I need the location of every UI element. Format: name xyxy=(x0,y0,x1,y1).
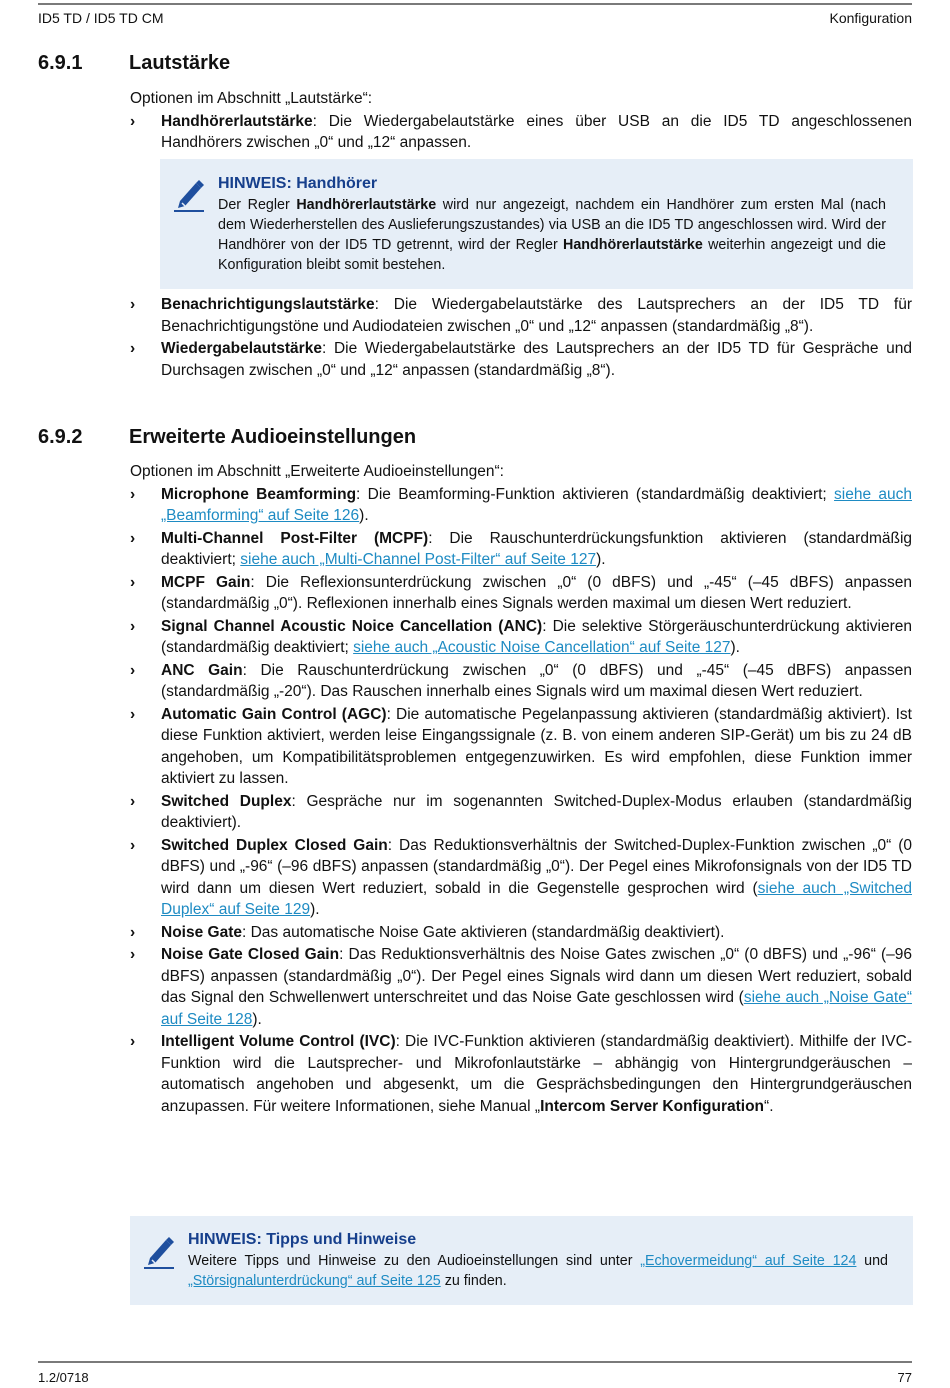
section-heading-audio xyxy=(38,426,638,452)
xref-link[interactable]: siehe auch „Multi-Channel Post-Filter“ auf Seite 127 xyxy=(240,551,597,568)
item-term: Benachrichtigungslautstärke xyxy=(161,296,375,313)
list-item: › Noise Gate: Das automatische Noise Gate aktivieren (standardmäßig deaktiviert). xyxy=(130,922,912,944)
item-text: : Die Wiedergabelautstärke des Lautsprechers an der ID5 TD für Benachrichtigungstöne und Audiodateien zwischen „0“ und „12“ anpassen (standardmäßig „8“). xyxy=(161,296,912,335)
section-title: Erweiterte Audioeinstellungen xyxy=(129,426,417,448)
chevron-right-icon: › xyxy=(130,836,136,854)
list-item xyxy=(130,294,912,337)
list-item: › ANC Gain: Die Rauschunterdrückung zwischen „0“ (0 dBFS) und „-45“ (–45 dBFS) anpassen (standardmäßig „-20“). Das Rauschen innerhalb eines Signals wird um maximal diesen Wert reduziert. xyxy=(130,661,912,700)
list-item xyxy=(130,338,912,381)
chevron-right-icon: › xyxy=(130,529,136,547)
section-number: 6.9.2 xyxy=(38,426,83,448)
note-tipps xyxy=(130,1216,913,1305)
xref-link[interactable]: siehe auch „Beamforming“ auf Seite 126 xyxy=(161,485,912,524)
list-item: › MCPF Gain: Die Reflexionsunterdrückung zwischen „0“ (0 dBFS) und „-45“ (–45 dBFS) anpassen (standardmäßig „0“). Reflexionen innerhalb eines Signals werden maximal um diesen Wert reduziert. xyxy=(130,573,912,612)
note-title: HINWEIS: Tipps und Hinweise xyxy=(188,1231,417,1248)
list-item: › Switched Duplex: Gespräche nur im sogenannten Switched-Duplex-Modus erlauben (standardmäßig deaktiviert). xyxy=(130,792,912,831)
footer-version: 1.2/0718 xyxy=(38,1370,89,1385)
chevron-right-icon: › xyxy=(130,792,136,810)
list-item: › Automatic Gain Control (AGC): Die automatische Pegelanpassung aktivieren (standardmäßig aktiviert). Ist diese Funktion aktiviert, werden leise Eingangssignale (z. B. von einem anderen SIP-Gerät) um bis zu 24 dB angehoben, um Kompatibilitätsproblemen entgegenzuwirken. Es wird empfohlen, diese Funktion immer aktiviert zu lassen. xyxy=(130,705,912,787)
chevron-right-icon: › xyxy=(130,1033,136,1050)
xref-link[interactable]: „Störsignalunterdrückung“ auf Seite 125 xyxy=(188,1273,441,1289)
list-item: › Signal Channel Acoustic Noice Cancellation (ANC): Die selektive Störgeräuschunterdrückung aktivieren (standardmäßig deaktiviert; siehe auch „Acoustic Noise Cancellation“ auf Seite 127). xyxy=(130,617,913,656)
header-rule xyxy=(38,3,912,5)
list-item: › Switched Duplex Closed Gain: Das Reduktionsverhältnis der Switched-Duplex-Funktion zwischen „0“ (0 dBFS) und „-96“ (–96 dBFS) anpassen (standardmäßig „0“). Der Pegel eines Mikrofonsignals von der ID5 TD wird dann um diesen Wert reduziert, sobald in die Gegenstelle gesprochen wird (siehe auch „Switched Duplex“ auf Seite 129). xyxy=(130,836,913,918)
chevron-right-icon: › xyxy=(130,573,136,591)
item-term: Wiedergabelautstärke xyxy=(161,340,322,357)
note-body: Der Regler Handhörerlautstärke wird nur angezeigt, nachdem ein Handhörer zum ersten Mal (nach dem Wiederherstellen des Auslieferungszustandes) via USB an die ID5 TD angeschlossen wird. Wird der Handhörer von der ID5 TD getrennt, wird der Regler Handhörerlautstärke weiterhin angezeigt und die Konfiguration bleibt somit bestehen. xyxy=(218,197,886,273)
chevron-right-icon: › xyxy=(130,340,136,357)
chevron-right-icon: › xyxy=(130,661,136,679)
pencil-icon xyxy=(174,179,204,213)
section1-content-cont xyxy=(130,294,912,382)
xref-link[interactable]: siehe auch „Acoustic Noise Cancellation“ auf Seite 127 xyxy=(353,639,731,656)
section2-content xyxy=(130,461,912,1118)
page-number: 77 xyxy=(897,1370,912,1385)
chevron-right-icon: › xyxy=(130,923,136,941)
list-item: › Microphone Beamforming: Die Beamforming-Funktion aktivieren (standardmäßig deaktiviert; siehe auch „Beamforming“ auf Seite 126). xyxy=(130,485,912,524)
chevron-right-icon: › xyxy=(130,946,136,963)
chevron-right-icon: › xyxy=(130,112,136,130)
list-item: › Noise Gate Closed Gain: Das Reduktionsverhältnis des Noise Gates zwischen „0“ (0 dBFS) und „-96“ (–96 dBFS) anpassen (standardmäßig „0“). Der Pegel eines Signals wird dann um diesen Wert reduziert, sobald das Signal den Schwellenwert unterschreitet und das Noise Gate geschlossen wird (siehe auch „Noise Gate“ auf Seite 128). xyxy=(130,946,912,1028)
note-title: HINWEIS: Handhörer xyxy=(218,175,378,192)
section-heading-lautstaerke xyxy=(38,52,438,78)
item-term: Handhörerlautstärke xyxy=(161,112,313,130)
section2-intro: Optionen im Abschnitt „Erweiterte Audioeinstellungen“: xyxy=(130,463,504,480)
header-chapter: Konfiguration xyxy=(829,10,912,26)
list-item: › Multi-Channel Post-Filter (MCPF): Die Rauschunterdrückungsfunktion aktivieren (standardmäßig deaktiviert; siehe auch „Multi-Channel Post-Filter“ auf Seite 127). xyxy=(130,529,913,568)
section1-content xyxy=(130,88,912,155)
list-item xyxy=(130,111,912,154)
section1-intro: Optionen im Abschnitt „Lautstärke“: xyxy=(130,90,373,107)
xref-link[interactable]: siehe auch „Switched Duplex“ auf Seite 129 xyxy=(161,879,912,918)
header-product: ID5 TD / ID5 TD CM xyxy=(38,10,164,26)
chevron-right-icon: › xyxy=(130,296,136,313)
xref-link[interactable]: „Echovermeidung“ auf Seite 124 xyxy=(640,1253,857,1269)
item-text: : Die Wiedergabelautstärke eines über USB an die ID5 TD angeschlossenen Handhörers zwischen „0“ und „12“ anpassen. xyxy=(161,112,912,151)
section-number: 6.9.1 xyxy=(38,52,83,74)
chevron-right-icon: › xyxy=(130,485,136,503)
list-item: › Intelligent Volume Control (IVC): Die IVC-Funktion aktivieren (standardmäßig deaktiviert). Mithilfe der IVC-Funktion wird die Lautsprecher- und Mikrofonlautstärke – abhängig von Hintergrundgeräuschen – automatisch angehoben und abgesenkt, um die Gesprächsbedingungen den Hintergrundgeräuschen anzupassen. Für weitere Informationen, siehe Manual „Intercom Server Konfiguration“. xyxy=(130,1033,912,1115)
footer-rule xyxy=(38,1361,912,1363)
pencil-icon xyxy=(144,1236,174,1270)
xref-link[interactable]: siehe auch „Noise Gate“ auf Seite 128 xyxy=(161,989,912,1028)
chevron-right-icon: › xyxy=(130,705,136,723)
item-text: : Die Wiedergabelautstärke des Lautsprechers an der ID5 TD für Gespräche und Durchsagen zwischen „0“ und „12“ anpassen (standardmäßig „8“). xyxy=(161,340,912,379)
note-handhoerer xyxy=(160,159,913,289)
section-title: Lautstärke xyxy=(129,52,231,74)
note-body: Weitere Tipps und Hinweise zu den Audioeinstellungen sind unter „Echovermeidung“ auf Seite 124 und „Störsignalunterdrückung“ auf Seite 125 zu finden. xyxy=(188,1253,888,1289)
chevron-right-icon: › xyxy=(130,617,136,635)
